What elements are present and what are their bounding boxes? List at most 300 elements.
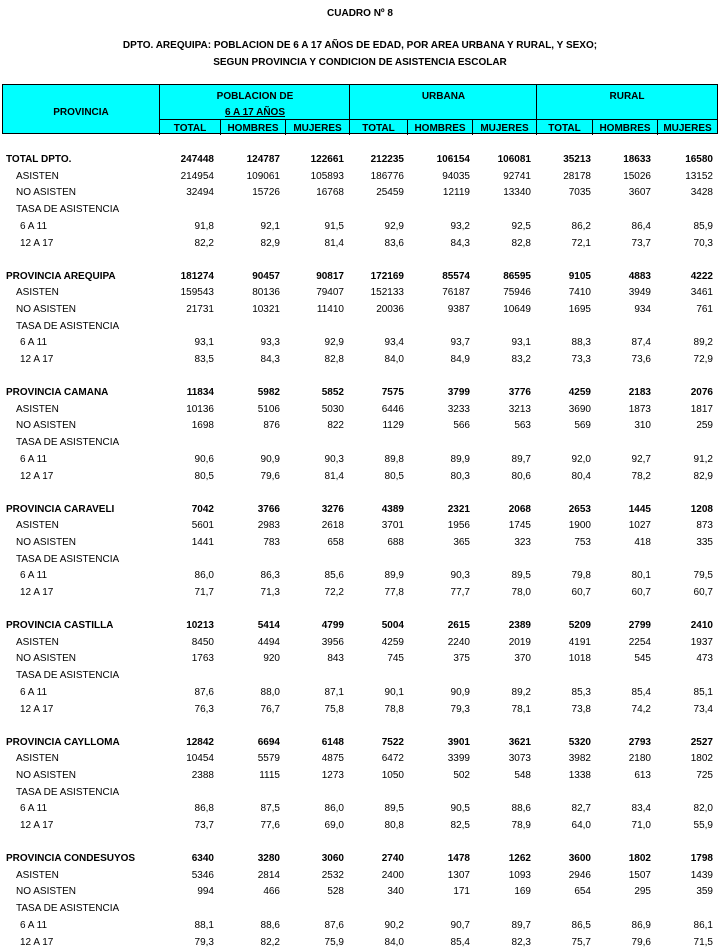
cell-value: 73,7 (194, 820, 214, 831)
row-label: TASA DE ASISTENCIA (16, 903, 120, 915)
cell-value: 10454 (186, 753, 214, 765)
cell-value: 5004 (381, 620, 404, 631)
cell-value: 2068 (508, 503, 531, 515)
cell-value: 172169 (370, 270, 404, 282)
tasa-12-17-row (0, 702, 720, 718)
cell-value: 60,7 (631, 587, 651, 598)
cell-value: 83,2 (511, 354, 531, 365)
cell-value: 569 (574, 420, 591, 432)
row-label: 12 A 17 (20, 354, 54, 365)
table-title-line-2: SEGUN PROVINCIA Y CONDICION DE ASISTENCIA ESCOLAR (213, 57, 507, 68)
cell-value: 2653 (568, 503, 591, 515)
cell-value: 84,0 (384, 354, 404, 365)
cell-value: 214954 (180, 170, 214, 182)
header-col-hombres: HOMBRES (227, 123, 279, 134)
cell-value: 1445 (628, 503, 651, 515)
tasa-heading-row (0, 901, 720, 917)
cell-value: 3799 (447, 387, 470, 398)
cell-value: 21731 (186, 303, 214, 315)
cell-value: 1441 (191, 536, 214, 548)
cell-value: 89,7 (511, 919, 531, 931)
cell-value: 4875 (321, 753, 344, 765)
cell-value: 86,2 (571, 220, 591, 232)
cell-value: 4389 (381, 503, 404, 515)
cell-value: 109061 (246, 170, 280, 182)
cell-value: 6148 (321, 736, 344, 748)
cell-value: 90,5 (450, 803, 470, 815)
cell-value: 745 (387, 653, 404, 665)
cell-value: 20036 (376, 303, 404, 315)
cell-value: 79,6 (260, 470, 280, 482)
tasa-6-11-row (0, 801, 720, 817)
cell-value: 78,8 (384, 703, 404, 715)
cell-value: 85,4 (631, 686, 651, 698)
no-asisten-row (0, 651, 720, 667)
cell-value: 335 (696, 536, 713, 548)
asisten-row (0, 751, 720, 767)
cell-value: 5320 (568, 736, 591, 748)
row-label: PROVINCIA CAMANA (6, 387, 109, 398)
tasa-heading-row (0, 552, 720, 568)
header-col-mujeres: MUJERES (480, 123, 529, 134)
no-asisten-row (0, 768, 720, 784)
no-asisten-row (0, 418, 720, 434)
cell-value: 5579 (257, 753, 280, 765)
row-label: ASISTEN (16, 869, 59, 881)
cell-value: 1050 (381, 769, 404, 781)
cell-value: 528 (327, 886, 344, 898)
cell-value: 78,9 (511, 820, 531, 831)
cell-value: 71,7 (194, 587, 214, 598)
cell-value: 90,2 (384, 919, 404, 931)
cell-value: 80,5 (194, 470, 214, 482)
cell-value: 86595 (503, 270, 531, 282)
row-label: 6 A 11 (20, 686, 48, 698)
cell-value: 1208 (690, 503, 713, 515)
tasa-heading-row (0, 202, 720, 218)
cell-value: 4191 (568, 636, 591, 648)
cell-value: 78,0 (511, 587, 531, 598)
cell-value: 2389 (508, 620, 531, 631)
cell-value: 87,1 (324, 686, 344, 698)
cell-value: 1273 (321, 769, 344, 781)
cell-value: 2019 (508, 636, 531, 648)
cell-value: 73,3 (571, 354, 591, 365)
cell-value: 2321 (447, 503, 470, 515)
cell-value: 3399 (447, 753, 470, 765)
cell-value: 86,0 (194, 570, 214, 582)
cell-value: 80,3 (450, 470, 470, 482)
row-label: PROVINCIA CASTILLA (6, 620, 114, 631)
row-label: ASISTEN (16, 287, 59, 299)
header-col-mujeres: MUJERES (663, 123, 712, 134)
cell-value: 70,3 (693, 237, 713, 249)
cell-value: 658 (327, 536, 344, 548)
cell-value: 92,9 (384, 220, 404, 232)
cell-value: 72,9 (693, 354, 713, 365)
province-total-row (0, 152, 720, 168)
cell-value: 79,6 (631, 936, 651, 948)
cell-value: 613 (634, 769, 651, 781)
row-label: 6 A 11 (20, 919, 48, 931)
row-label: NO ASISTEN (16, 769, 77, 781)
row-label: TASA DE ASISTENCIA (16, 204, 120, 216)
row-label: TASA DE ASISTENCIA (16, 320, 120, 332)
cell-value: 86,8 (194, 803, 214, 815)
cell-value: 88,6 (260, 919, 280, 931)
table-number: CUADRO Nº 8 (327, 8, 393, 19)
row-label: ASISTEN (16, 520, 59, 532)
cell-value: 152133 (370, 287, 404, 299)
cell-value: 60,7 (693, 587, 713, 598)
cell-value: 6694 (257, 736, 280, 748)
cell-value: 79,3 (450, 703, 470, 715)
cell-value: 2799 (628, 620, 651, 631)
row-label: 6 A 11 (20, 570, 48, 582)
cell-value: 2983 (257, 520, 280, 532)
cell-value: 876 (263, 420, 280, 432)
cell-value: 13152 (685, 170, 713, 182)
cell-value: 1439 (690, 869, 713, 881)
cell-value: 994 (197, 886, 214, 898)
cell-value: 73,8 (571, 703, 591, 715)
row-label: NO ASISTEN (16, 420, 77, 432)
cell-value: 87,6 (194, 686, 214, 698)
cell-value: 89,9 (450, 453, 470, 465)
cell-value: 2183 (628, 387, 651, 398)
cell-value: 1507 (628, 869, 651, 881)
cell-value: 72,1 (571, 237, 591, 249)
cell-value: 3701 (381, 520, 404, 532)
cell-value: 91,8 (194, 220, 214, 232)
cell-value: 71,5 (693, 936, 713, 948)
cell-value: 18633 (623, 154, 651, 165)
cell-value: 7410 (568, 287, 591, 299)
row-label: TASA DE ASISTENCIA (16, 670, 120, 682)
cell-value: 90,3 (324, 453, 344, 465)
cell-value: 92,9 (324, 337, 344, 349)
cell-value: 76187 (442, 287, 470, 299)
tasa-12-17-row (0, 935, 720, 951)
cell-value: 2618 (321, 520, 344, 532)
cell-value: 753 (574, 536, 591, 548)
cell-value: 86,3 (260, 570, 280, 582)
cell-value: 72,2 (324, 587, 344, 598)
row-label: PROVINCIA CONDESUYOS (6, 853, 136, 864)
cell-value: 86,1 (693, 919, 713, 931)
cell-value: 80136 (252, 287, 280, 299)
cell-value: 79407 (316, 287, 344, 299)
cell-value: 77,7 (450, 587, 470, 598)
cell-value: 89,7 (511, 453, 531, 465)
cell-value: 87,5 (260, 803, 280, 815)
header-poblacion-line-2: 6 A 17 AÑOS (224, 107, 286, 118)
cell-value: 10136 (186, 403, 214, 415)
cell-value: 4222 (690, 270, 713, 282)
asisten-row (0, 518, 720, 534)
cell-value: 169 (514, 886, 531, 898)
cell-value: 80,1 (631, 570, 651, 582)
row-label: TOTAL DPTO. (6, 154, 72, 165)
cell-value: 83,5 (194, 354, 214, 365)
cell-value: 3213 (508, 403, 531, 415)
cell-value: 1956 (447, 520, 470, 532)
cell-value: 370 (514, 653, 531, 665)
row-label: 12 A 17 (20, 587, 54, 598)
cell-value: 90,6 (194, 453, 214, 465)
cell-value: 89,8 (384, 453, 404, 465)
cell-value: 15026 (623, 170, 651, 182)
cell-value: 3690 (568, 403, 591, 415)
cell-value: 843 (327, 653, 344, 665)
row-label: PROVINCIA CARAVELI (6, 503, 115, 515)
row-label: TASA DE ASISTENCIA (16, 553, 120, 565)
cell-value: 73,6 (631, 354, 651, 365)
cell-value: 5209 (568, 620, 591, 631)
tasa-12-17-row (0, 469, 720, 485)
cell-value: 1763 (191, 653, 214, 665)
row-label: 12 A 17 (20, 703, 54, 715)
cell-value: 761 (696, 303, 713, 315)
cell-value: 1307 (447, 869, 470, 881)
cell-value: 1129 (382, 420, 404, 432)
cell-value: 82,2 (260, 936, 280, 948)
tasa-6-11-row (0, 918, 720, 934)
cell-value: 212235 (370, 154, 404, 165)
tasa-heading-row (0, 435, 720, 451)
row-label: ASISTEN (16, 170, 59, 182)
cell-value: 86,4 (631, 220, 651, 232)
header-rural: RURAL (609, 91, 645, 102)
cell-value: 4883 (628, 270, 651, 282)
row-label: NO ASISTEN (16, 303, 77, 315)
cell-value: 91,2 (693, 453, 713, 465)
cell-value: 92,0 (571, 453, 591, 465)
cell-value: 5346 (191, 869, 214, 881)
header-col-mujeres: MUJERES (293, 123, 342, 134)
row-label: NO ASISTEN (16, 187, 77, 199)
cell-value: 83,4 (631, 803, 651, 815)
cell-value: 159543 (180, 287, 214, 299)
cell-value: 92,5 (511, 220, 531, 232)
cell-value: 7522 (381, 736, 404, 748)
cell-value: 3621 (508, 736, 531, 748)
cell-value: 80,6 (511, 470, 531, 482)
cell-value: 82,8 (324, 354, 344, 365)
cell-value: 82,9 (693, 470, 713, 482)
row-label: 6 A 11 (20, 453, 48, 465)
cell-value: 2793 (628, 736, 651, 748)
tasa-12-17-row (0, 352, 720, 368)
cell-value: 85574 (442, 270, 470, 282)
cell-value: 124787 (246, 154, 280, 165)
cell-value: 84,3 (450, 237, 470, 249)
cell-value: 81,4 (324, 470, 344, 482)
cell-value: 88,1 (194, 919, 214, 931)
cell-value: 934 (634, 303, 651, 315)
row-label: NO ASISTEN (16, 536, 77, 548)
header-divider (159, 119, 717, 120)
cell-value: 375 (453, 653, 470, 665)
cell-value: 93,2 (450, 220, 470, 232)
cell-value: 71,0 (631, 820, 651, 831)
cell-value: 89,5 (511, 570, 531, 582)
cell-value: 418 (634, 536, 651, 548)
cell-value: 90817 (316, 270, 344, 282)
cell-value: 4799 (321, 620, 344, 631)
cell-value: 90,7 (450, 919, 470, 931)
cell-value: 55,9 (693, 820, 713, 831)
tasa-heading-row (0, 785, 720, 801)
cell-value: 4494 (257, 636, 280, 648)
tasa-12-17-row (0, 585, 720, 601)
cell-value: 82,2 (194, 237, 214, 249)
cell-value: 2946 (568, 869, 591, 881)
cell-value: 3901 (447, 736, 470, 748)
cell-value: 10321 (252, 303, 280, 315)
tasa-6-11-row (0, 452, 720, 468)
cell-value: 563 (514, 420, 531, 432)
header-col-hombres: HOMBRES (414, 123, 466, 134)
cell-value: 25459 (376, 187, 404, 199)
cell-value: 85,4 (450, 936, 470, 948)
cell-value: 64,0 (571, 820, 591, 831)
tasa-6-11-row (0, 219, 720, 235)
no-asisten-row (0, 185, 720, 201)
cell-value: 12119 (442, 187, 470, 199)
cell-value: 1798 (690, 853, 713, 864)
no-asisten-row (0, 302, 720, 318)
cell-value: 90457 (252, 270, 280, 282)
header-col-total: TOTAL (548, 123, 581, 134)
cell-value: 3233 (447, 403, 470, 415)
row-label: 12 A 17 (20, 470, 54, 482)
cell-value: 3461 (690, 287, 713, 299)
cell-value: 295 (634, 886, 651, 898)
cell-value: 86,5 (571, 919, 591, 931)
cell-value: 873 (696, 520, 713, 532)
asisten-row (0, 285, 720, 301)
cell-value: 4259 (568, 387, 591, 398)
cell-value: 78,1 (511, 703, 531, 715)
cell-value: 79,5 (693, 570, 713, 582)
cell-value: 88,3 (571, 337, 591, 349)
cell-value: 2740 (381, 853, 404, 864)
tasa-6-11-row (0, 335, 720, 351)
tasa-heading-row (0, 668, 720, 684)
cell-value: 89,2 (511, 686, 531, 698)
cell-value: 2388 (191, 769, 214, 781)
row-label: TASA DE ASISTENCIA (16, 437, 120, 449)
cell-value: 1115 (259, 769, 280, 781)
cell-value: 7575 (381, 387, 404, 398)
cell-value: 13340 (503, 187, 531, 199)
cell-value: 93,7 (450, 337, 470, 349)
cell-value: 3982 (568, 753, 591, 765)
cell-value: 93,1 (194, 337, 214, 349)
row-label: 12 A 17 (20, 237, 54, 249)
cell-value: 106154 (436, 154, 470, 165)
header-provincia: PROVINCIA (53, 107, 109, 118)
cell-value: 2400 (381, 869, 404, 881)
table-header (2, 84, 718, 134)
province-total-row (0, 269, 720, 285)
cell-value: 106081 (497, 154, 531, 165)
header-poblacion-line-1: POBLACION DE (216, 91, 294, 102)
cell-value: 3956 (321, 636, 344, 648)
row-label: ASISTEN (16, 636, 59, 648)
row-label: TASA DE ASISTENCIA (16, 786, 120, 798)
cell-value: 473 (696, 653, 713, 665)
cell-value: 1698 (191, 420, 214, 432)
cell-value: 90,1 (384, 686, 404, 698)
cell-value: 1745 (508, 520, 531, 532)
cell-value: 688 (387, 536, 404, 548)
cell-value: 69,0 (324, 820, 344, 831)
row-label: PROVINCIA CAYLLOMA (6, 736, 120, 748)
cell-value: 654 (574, 886, 591, 898)
row-label: ASISTEN (16, 403, 59, 415)
cell-value: 10213 (186, 620, 214, 631)
cell-value: 90,3 (450, 570, 470, 582)
row-label: 12 A 17 (20, 936, 54, 948)
cell-value: 86,0 (324, 803, 344, 815)
cell-value: 1478 (447, 853, 470, 864)
cell-value: 2615 (447, 620, 470, 631)
cell-value: 122661 (310, 154, 344, 165)
cell-value: 5601 (191, 520, 214, 532)
tasa-12-17-row (0, 818, 720, 834)
cell-value: 1262 (508, 853, 531, 864)
cell-value: 1093 (508, 869, 531, 881)
cell-value: 4259 (381, 636, 404, 648)
row-label: 6 A 11 (20, 337, 48, 349)
cell-value: 94035 (442, 170, 470, 182)
cell-value: 566 (453, 420, 470, 432)
cell-value: 2532 (321, 869, 344, 881)
province-total-row (0, 735, 720, 751)
cell-value: 82,5 (450, 820, 470, 831)
cell-value: 88,0 (260, 686, 280, 698)
cell-value: 5414 (257, 620, 280, 631)
cell-value: 548 (514, 769, 531, 781)
cell-value: 91,5 (324, 220, 344, 232)
cell-value: 93,4 (384, 337, 404, 349)
cell-value: 502 (453, 769, 470, 781)
cell-value: 9105 (568, 270, 591, 282)
cell-value: 82,9 (260, 237, 280, 249)
cell-value: 247448 (180, 154, 214, 165)
cell-value: 92,1 (260, 220, 280, 232)
cell-value: 16580 (685, 154, 713, 165)
cell-value: 92741 (503, 170, 531, 182)
header-col-total: TOTAL (362, 123, 395, 134)
cell-value: 323 (514, 536, 531, 548)
cell-value: 80,8 (384, 820, 404, 831)
cell-value: 89,5 (384, 803, 404, 815)
row-label: PROVINCIA AREQUIPA (6, 270, 116, 282)
cell-value: 86,9 (631, 919, 651, 931)
cell-value: 1817 (690, 403, 713, 415)
cell-value: 3766 (257, 503, 280, 515)
asisten-row (0, 402, 720, 418)
cell-value: 1695 (568, 303, 591, 315)
cell-value: 80,5 (384, 470, 404, 482)
cell-value: 822 (327, 420, 344, 432)
cell-value: 359 (696, 886, 713, 898)
cell-value: 3073 (508, 753, 531, 765)
cell-value: 71,3 (260, 587, 280, 598)
